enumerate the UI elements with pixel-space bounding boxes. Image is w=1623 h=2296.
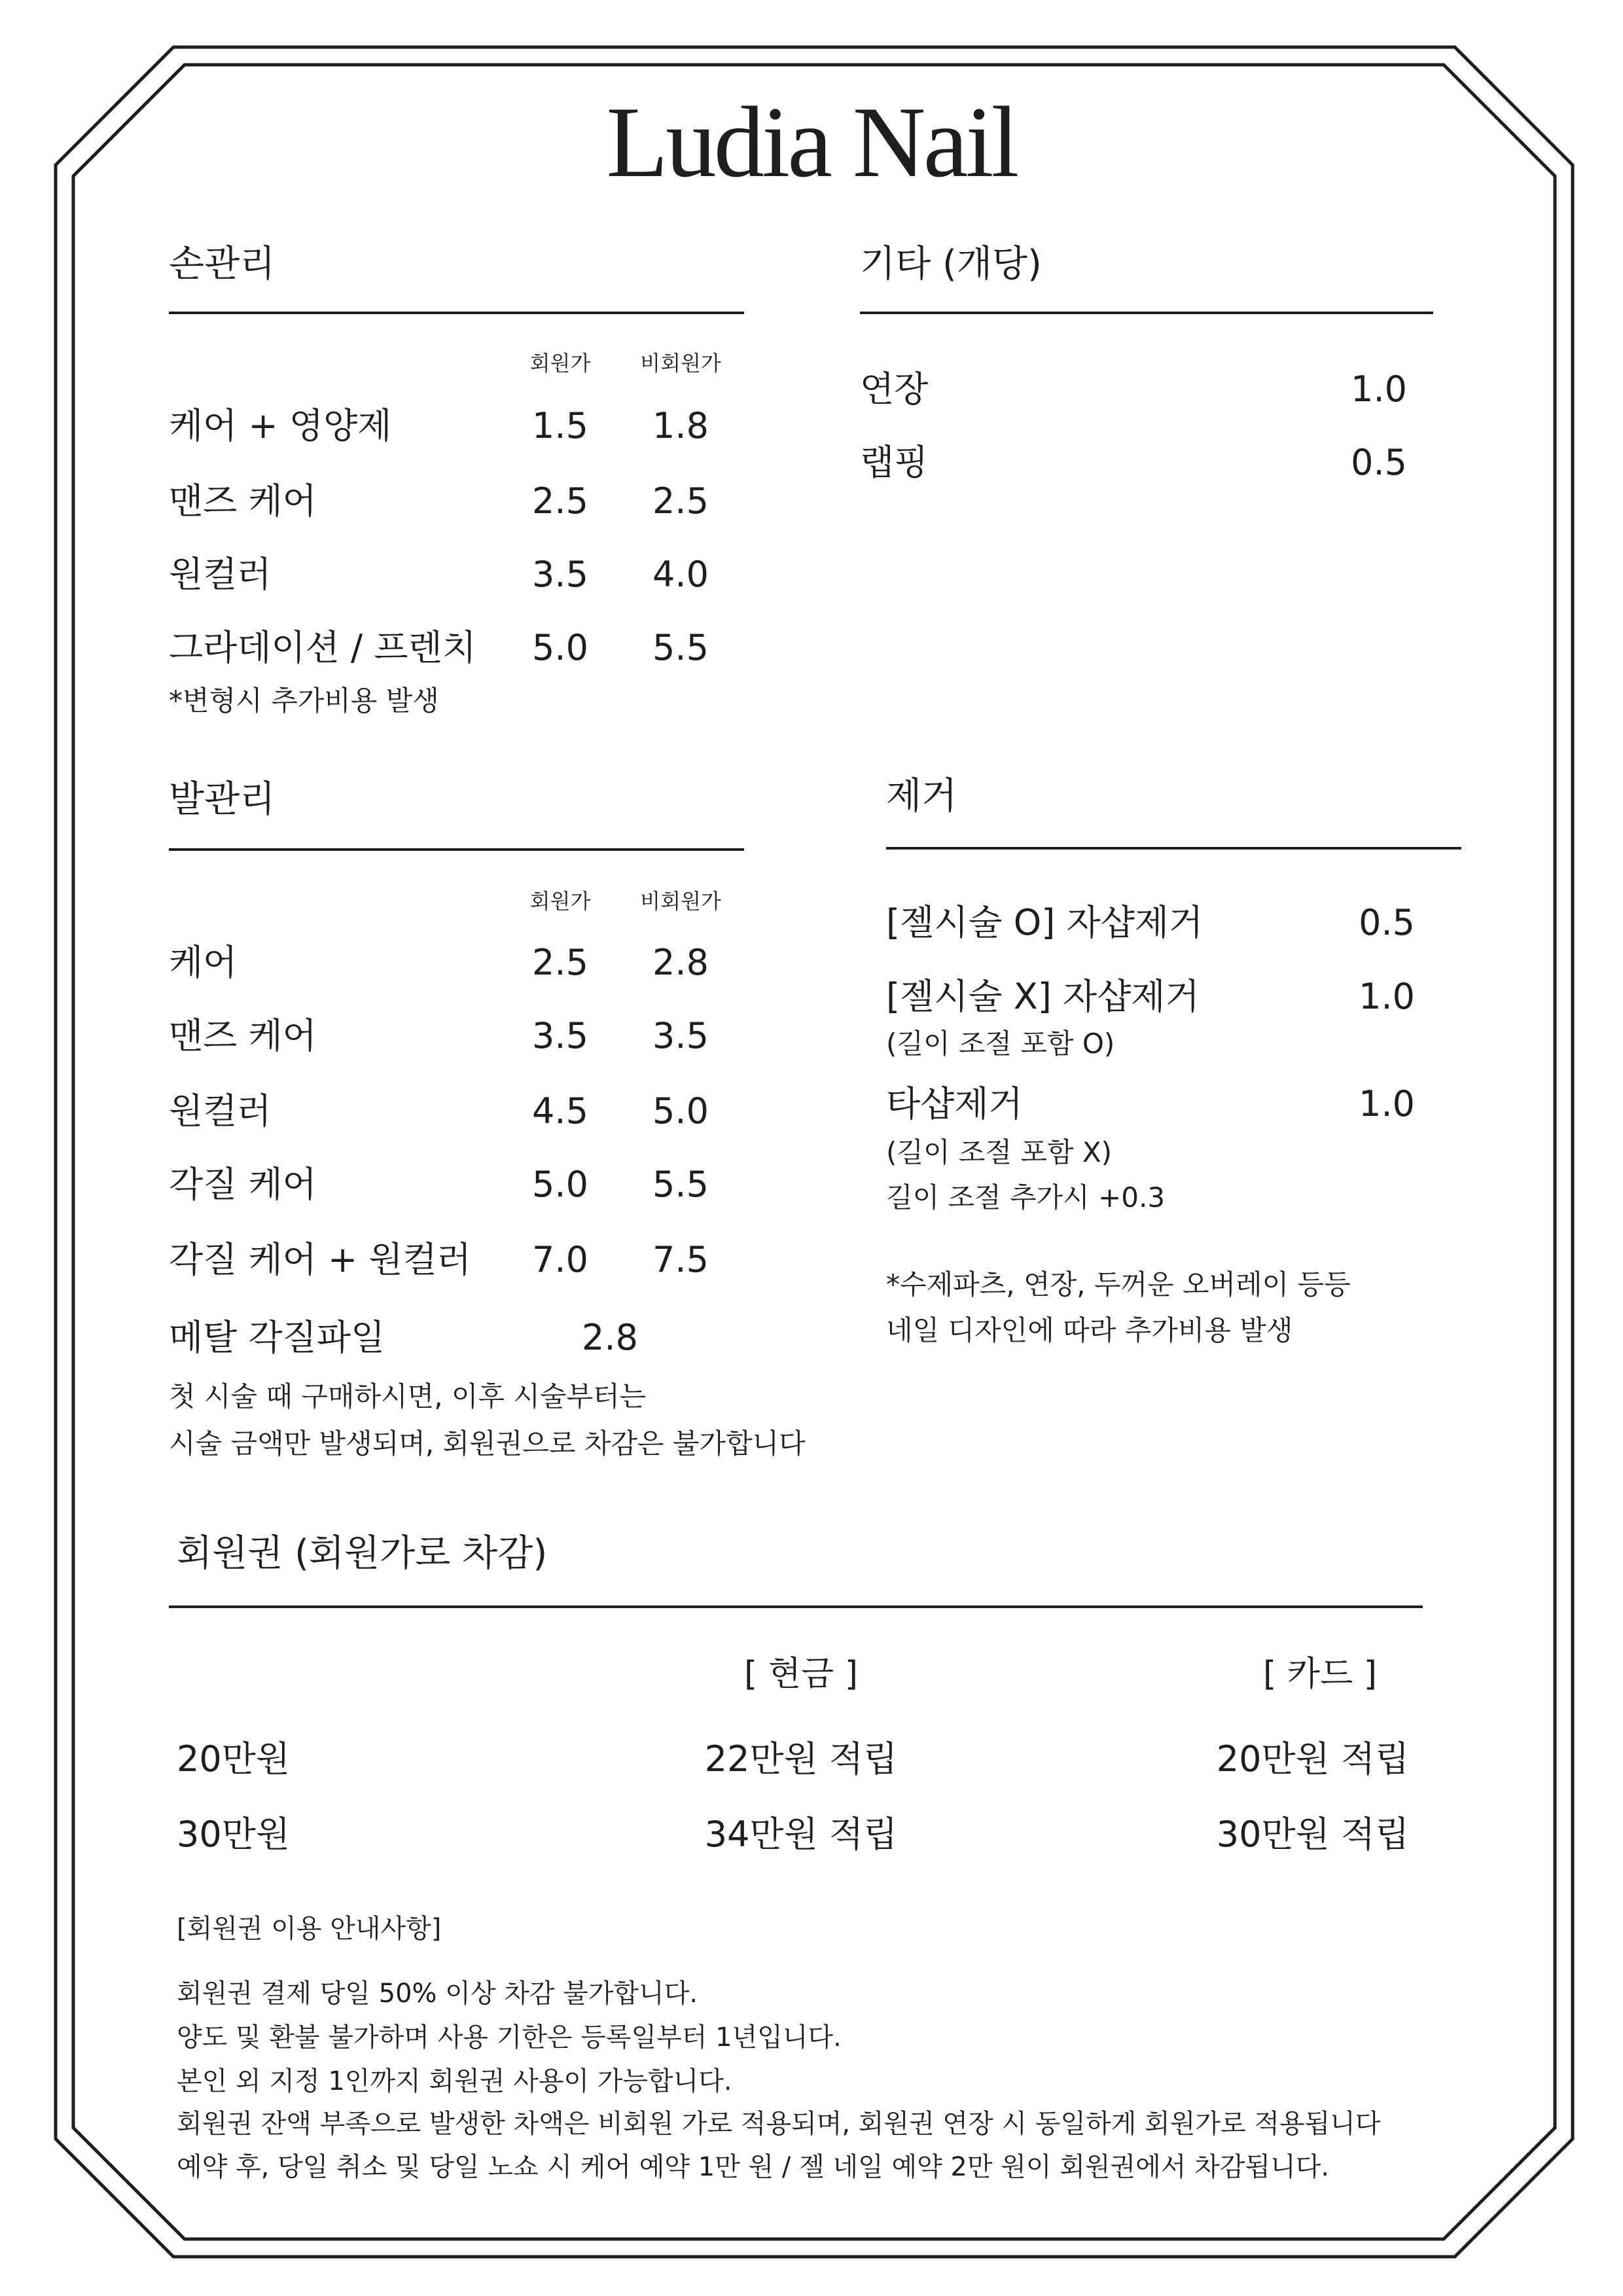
price-row: [0, 1081, 1623, 1128]
member-price: 7.0: [532, 1239, 588, 1280]
service-name: 케어 + 영양제: [169, 405, 392, 446]
column-header-nonmember-price: 비회원가: [640, 889, 721, 914]
price: 1.0: [1359, 1083, 1415, 1124]
service-detail: (길이 조절 포함 O): [886, 1028, 1115, 1060]
section-heading-removal: 제거: [886, 775, 957, 817]
member-price: 1.5: [532, 405, 588, 446]
service-name: 각질 케어 + 원컬러: [169, 1239, 471, 1280]
member-price: 3.5: [532, 554, 588, 595]
service-detail: 길이 조절 추가시 +0.3: [886, 1181, 1166, 1213]
section-heading-hand-care: 손관리: [169, 243, 276, 285]
nonmember-price: 1.8: [652, 405, 709, 446]
hand-care-note: *변형시 추가비용 발생: [169, 685, 439, 717]
membership-amount: 20만원: [177, 1738, 291, 1780]
price-row: [0, 624, 1623, 672]
section-divider: [860, 312, 1433, 314]
membership-guide-line: 예약 후, 당일 취소 및 당일 노쇼 시 케어 예약 1만 원 / 젤 네일 예약 2만 원이 회원권에서 차감됩니다.: [177, 2152, 1330, 2182]
member-price: 5.0: [532, 627, 588, 668]
membership-guide-line: 본인 외 지정 1인까지 회원권 사용이 가능합니다.: [177, 2066, 732, 2096]
member-price: 2.5: [532, 480, 588, 522]
price-row: [0, 1161, 1623, 1208]
membership-guide-line: 회원권 결제 당일 50% 이상 차감 불가합니다.: [177, 1979, 698, 2009]
service-name: 맨즈 케어: [169, 480, 317, 522]
brand-title: Ludia Nail: [606, 86, 1017, 198]
nonmember-price: 5.5: [652, 627, 709, 668]
membership-row: [0, 1736, 1623, 1783]
member-price: 2.5: [532, 942, 588, 983]
member-price: 4.5: [532, 1090, 588, 1132]
membership-amount: 30만원: [177, 1814, 291, 1855]
membership-guide-line: 회원권 잔액 부족으로 발생한 차액은 비회원 가로 적용되며, 회원권 연장 시 동일하게 회원가로 적용됩니다: [177, 2109, 1381, 2139]
price: 1.0: [1359, 976, 1415, 1017]
cash-credit: 34만원 적립: [704, 1814, 898, 1855]
removal-note: *수제파츠, 연장, 두꺼운 오버레이 등등: [886, 1268, 1351, 1300]
cash-credit: 22만원 적립: [704, 1738, 898, 1780]
removal-note: 네일 디자인에 따라 추가비용 발생: [886, 1314, 1293, 1346]
nonmember-price: 4.0: [652, 554, 709, 595]
service-name: [젤시술 O] 자샵제거: [886, 902, 1204, 943]
price-row: [0, 899, 1623, 946]
service-name: [젤시술 X] 자샵제거: [886, 976, 1200, 1017]
membership-guide-title: [회원권 이용 안내사항]: [177, 1914, 442, 1944]
section-heading-foot-care: 발관리: [169, 778, 276, 821]
card-credit: 30만원 적립: [1216, 1814, 1410, 1855]
column-header-member-price: 회원가: [529, 889, 591, 914]
column-header-nonmember-price: 비회원가: [640, 351, 721, 376]
price: 0.5: [1351, 442, 1407, 483]
foot-care-note: 시술 금액만 발생되며, 회원권으로 차감은 불가합니다: [169, 1427, 806, 1460]
service-name: 원컬러: [169, 1090, 272, 1132]
nonmember-price: 2.8: [652, 942, 709, 983]
card-credit: 20만원 적립: [1216, 1738, 1410, 1780]
price-row: [0, 1236, 1623, 1283]
member-price: 3.5: [532, 1015, 588, 1056]
service-name: 타샵제거: [886, 1083, 1023, 1124]
nonmember-price: 5.0: [652, 1090, 709, 1132]
service-name: 케어: [169, 942, 238, 983]
price-row: [0, 439, 1623, 486]
price: 0.5: [1359, 902, 1415, 943]
column-header-card: [ 카드 ]: [1262, 1655, 1378, 1694]
price-row: [0, 551, 1623, 598]
service-name: 랩핑: [860, 442, 929, 483]
service-name: 연장: [860, 368, 929, 410]
service-name: 원컬러: [169, 554, 272, 595]
nonmember-price: 5.5: [652, 1164, 709, 1205]
membership-guide-line: 양도 및 환불 불가하며 사용 기한은 등록일부터 1년입니다.: [177, 2022, 842, 2053]
nonmember-price: 7.5: [652, 1239, 709, 1280]
section-divider: [886, 847, 1461, 850]
service-name: 맨즈 케어: [169, 1015, 317, 1056]
membership-column-headers: [0, 1651, 1623, 1698]
member-price: 5.0: [532, 1164, 588, 1205]
section-heading-membership: 회원권 (회원가로 차감): [177, 1532, 548, 1575]
service-name: 그라데이션 / 프렌치: [169, 627, 476, 668]
service-detail: (길이 조절 포함 X): [886, 1136, 1113, 1168]
section-heading-extras: 기타 (개당): [860, 243, 1042, 285]
price-row: [0, 973, 1623, 1020]
section-divider: [169, 848, 744, 851]
price: 1.0: [1351, 368, 1407, 410]
section-divider: [169, 1605, 1423, 1608]
nonmember-price: 3.5: [652, 1015, 709, 1056]
price-row: [0, 366, 1623, 413]
nonmember-price: 2.5: [652, 480, 709, 522]
column-header-member-price: 회원가: [529, 351, 591, 376]
section-divider: [169, 312, 744, 314]
price-row-metal-file: [0, 1314, 1623, 1361]
service-name: 메탈 각질파일: [169, 1317, 385, 1358]
membership-row: [0, 1811, 1623, 1858]
column-header-cash: [ 현금 ]: [743, 1655, 859, 1694]
service-name: 각질 케어: [169, 1164, 317, 1205]
price: 2.8: [582, 1317, 638, 1358]
foot-care-note: 첫 시술 때 구매하시면, 이후 시술부터는: [169, 1380, 647, 1412]
